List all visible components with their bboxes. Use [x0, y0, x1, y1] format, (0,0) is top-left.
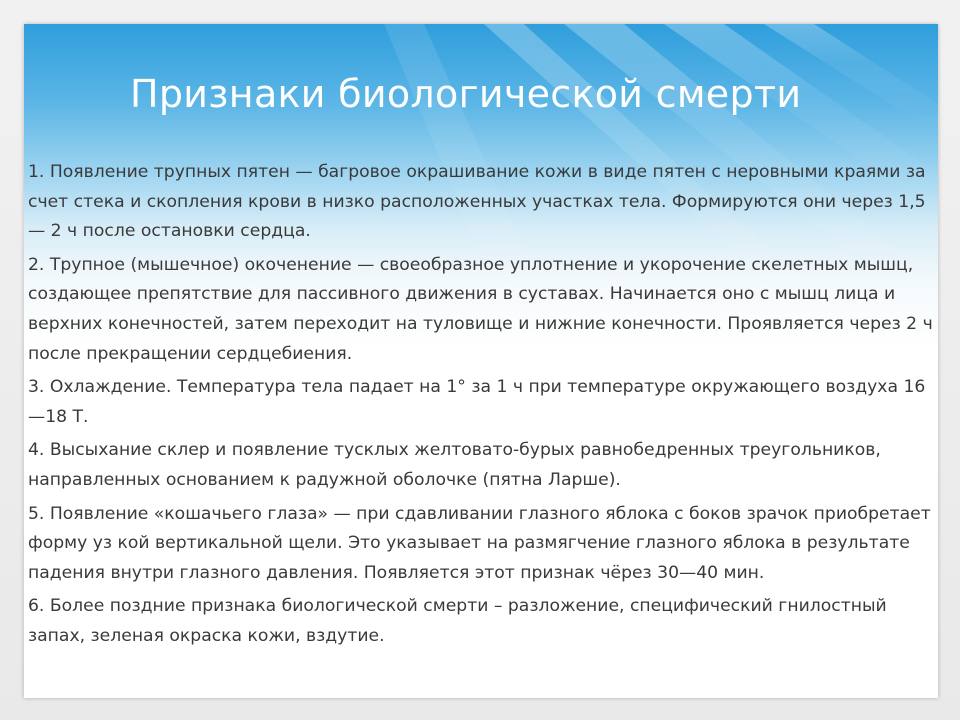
slide-panel — [24, 24, 938, 698]
list-item: 2. Трупное (мышечное) окоченение — своеобразное уплотнение и укорочение скелетных мышц, создающее препятствие для пассивного движения в суставах. Начинается оно с мышц лица и верхних конечностей, затем переходит на туловище и нижние конечности. Проявляется через 2 ч после прекращении сердцебиения. — [28, 254, 933, 364]
signs-list — [28, 158, 938, 656]
slide-title: Признаки биологической смерти — [130, 72, 802, 116]
list-item: 1. Появление трупных пятен — багровое окрашивание кожи в виде пятен с неровными краями за счет стека и скопления крови в низко расположенных участках тела. Формируются они через 1,5— 2 ч после остановки сердца. — [28, 162, 926, 242]
list-item: 4. Высыхание склер и появление тусклых желтовато-бурых равнобедренных треугольников, направленных основанием к радужной оболочке (пятна Ларше). — [28, 440, 881, 490]
list-item: 6. Более поздние признака биологической смерти – разложение, специфический гнилостный запах, зеленая окраска кожи, вздутие. — [28, 596, 887, 646]
list-item: 5. Появление «кошачьего глаза» — при сдавливании глазного яблока с боков зрачок приобретает форму уз кой вертикальной щели. Это указывает на размягчение глазного яблока в результате падения внутри глазного давления. Появляется этот признак чёрез 30—40 мин. — [28, 503, 931, 583]
list-item: 3. Охлаждение. Температура тела падает на 1° за 1 ч при температуре окружающего воздуха 16—18 Т. — [28, 377, 926, 427]
